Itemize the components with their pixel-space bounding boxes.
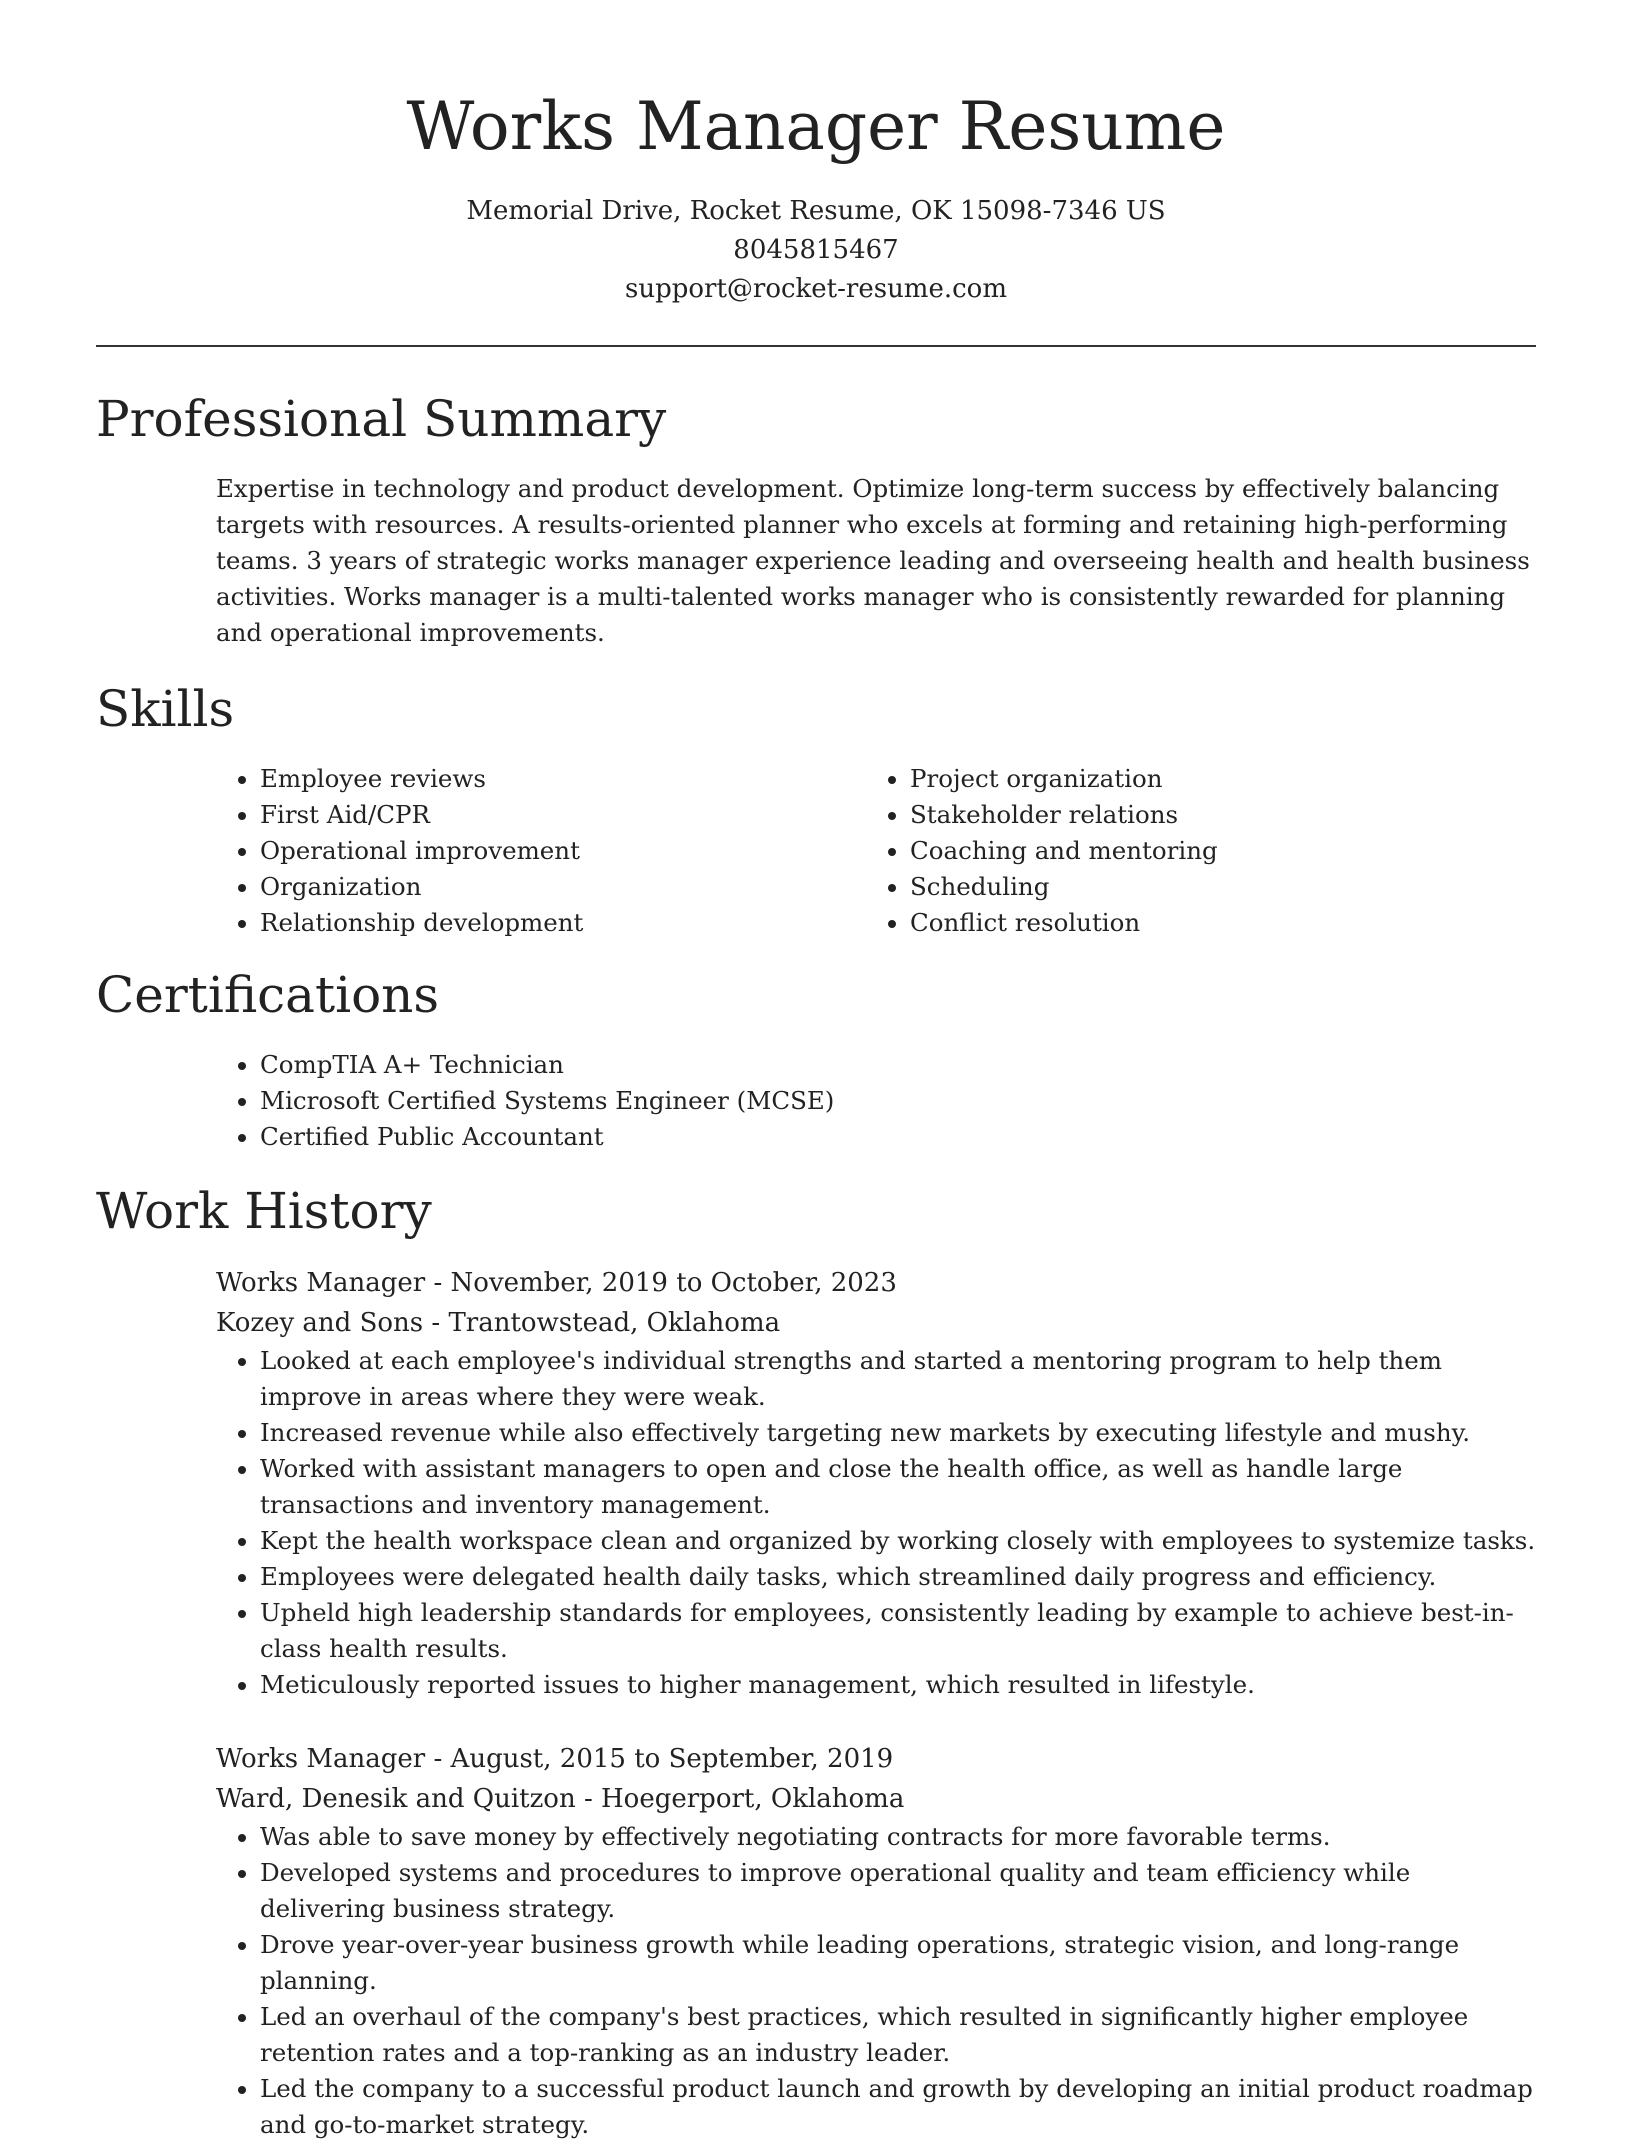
job-bullet: • Developed systems and procedures to improve operational quality and team efficiency while delivering business strategy. (260, 1855, 1536, 1927)
job-bullet: • Upheld high leadership standards for employees, consistently leading by example to achieve best-in-class health results. (260, 1595, 1536, 1667)
skill-item: • Scheduling (910, 869, 1516, 905)
work-history-heading: Work History (96, 1182, 432, 1240)
job-bullet: • Employees were delegated health daily tasks, which streamlined daily progress and efficiency. (260, 1559, 1536, 1595)
certifications-heading: Certifications (96, 966, 440, 1024)
skill-item: • Operational improvement (260, 833, 866, 869)
certification-item: • CompTIA A+ Technician (260, 1047, 1536, 1083)
resume-header (96, 0, 1536, 309)
certification-item: • Certified Public Accountant (260, 1119, 1536, 1155)
job-title-dates: Works Manager - August, 2015 to September, 2019 (216, 1744, 894, 1774)
job-bullet: • Kept the health workspace clean and organized by working closely with employees to systemize tasks. (260, 1523, 1536, 1559)
contact-block (96, 192, 1536, 309)
job-bullet: • Drove year-over-year business growth while leading operations, strategic vision, and long-range planning. (260, 1927, 1536, 1999)
job-title-dates: Works Manager - November, 2019 to October, 2023 (216, 1268, 897, 1298)
job-bullet: • Worked with assistant managers to open and close the health office, as well as handle large transactions and inventory management. (260, 1451, 1536, 1523)
job-bullet: • Meticulously reported issues to higher management, which resulted in lifestyle. (260, 1667, 1536, 1703)
skill-item: • Project organization (910, 761, 1516, 797)
job-employer-location: Kozey and Sons - Trantowstead, Oklahoma (216, 1308, 781, 1338)
work-history-section (96, 1179, 1536, 2143)
certifications-section (96, 963, 1536, 1155)
job-entry (216, 1263, 1536, 1703)
contact-phone: 8045815467 (733, 235, 899, 265)
job-bullet: • Increased revenue while also effectively targeting new markets by executing lifestyle and mushy. (260, 1415, 1536, 1451)
job-bullets (216, 1819, 1536, 2143)
job-bullet: • Led the company to a successful product launch and growth by developing an initial product roadmap and go-to-market strategy. (260, 2071, 1536, 2143)
resume-title: Works Manager Resume (406, 88, 1226, 165)
job-bullet: • Looked at each employee's individual strengths and started a mentoring program to help them improve in areas where they were weak. (260, 1343, 1536, 1415)
job-bullet: • Was able to save money by effectively negotiating contracts for more favorable terms. (260, 1819, 1536, 1855)
skill-item: • Relationship development (260, 905, 866, 941)
summary-text: Expertise in technology and product development. Optimize long-term success by effectively balancing targets with resources. A results-oriented planner who excels at forming and retaining high-performing teams. 3 years of strategic works manager experience leading and overseeing health and health business activities. Works manager is a multi-talented works manager who is consistently rewarded for planning and operational improvements. (216, 474, 1530, 647)
contact-email: support@rocket-resume.com (624, 274, 1007, 304)
certification-item: • Microsoft Certified Systems Engineer (MCSE) (260, 1083, 1536, 1119)
skill-item: • Stakeholder relations (910, 797, 1516, 833)
header-divider (96, 345, 1536, 347)
certifications-list (216, 1047, 1536, 1155)
skill-item: • First Aid/CPR (260, 797, 866, 833)
skill-item: • Conflict resolution (910, 905, 1516, 941)
skill-item: • Coaching and mentoring (910, 833, 1516, 869)
job-entry (216, 1739, 1536, 2143)
skill-item: • Employee reviews (260, 761, 866, 797)
summary-heading: Professional Summary (96, 390, 667, 448)
job-bullet: • Led an overhaul of the company's best practices, which resulted in significantly higher employee retention rates and a top-ranking as an industry leader. (260, 1999, 1536, 2071)
job-bullets (216, 1343, 1536, 1703)
skills-list-right (866, 761, 1516, 941)
skill-item: • Organization (260, 869, 866, 905)
certifications-list-wrap (216, 1047, 1536, 1155)
summary-section (96, 387, 1536, 651)
skills-columns (216, 761, 1536, 941)
job-employer-location: Ward, Denesik and Quitzon - Hoegerport, Oklahoma (216, 1784, 905, 1814)
skills-section (96, 677, 1536, 941)
skills-list-left (216, 761, 866, 941)
contact-address: Memorial Drive, Rocket Resume, OK 15098-7346 US (466, 196, 1166, 226)
skills-heading: Skills (96, 680, 235, 738)
